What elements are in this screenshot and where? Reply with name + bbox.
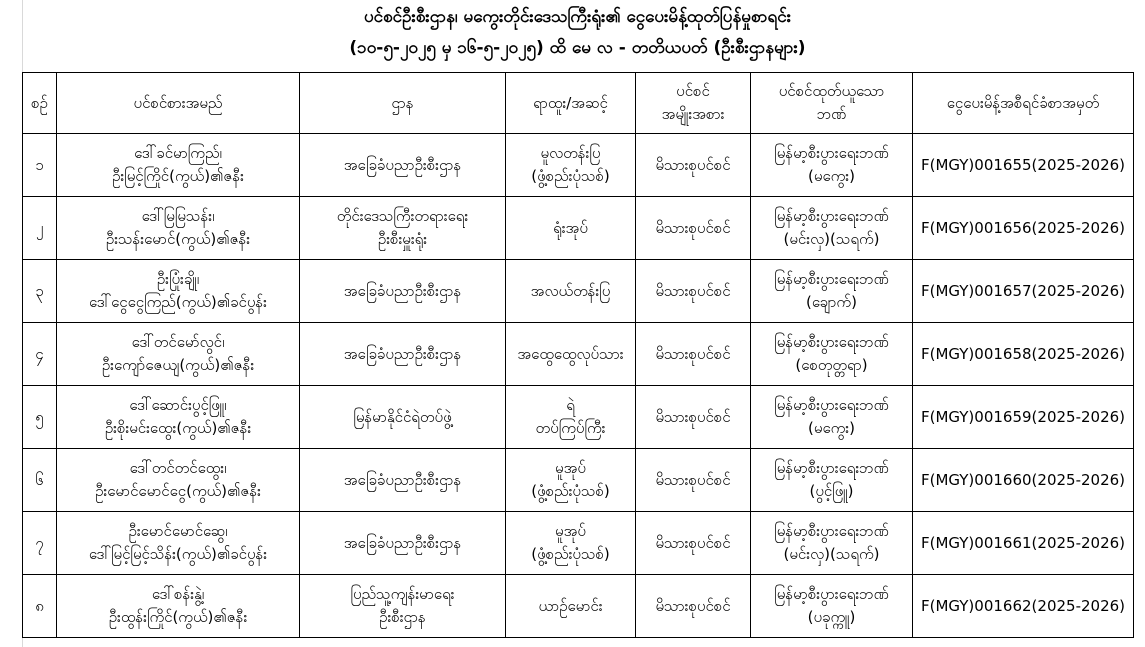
cell-text: မြန်မာ့စီးပွားရေးဘဏ် bbox=[774, 333, 889, 351]
cell-text: ဦးမောင်မောင်ဆွေ၊ bbox=[128, 522, 228, 540]
cell-text: ဦးပြုံးချို၊ bbox=[156, 270, 200, 288]
cell-text: မြန်မာ့စီးပွားရေးဘဏ် bbox=[774, 459, 889, 477]
cell-bank bbox=[751, 197, 913, 260]
cell-report-number bbox=[913, 512, 1134, 575]
cell-department bbox=[300, 449, 506, 512]
cell-pensioner-name bbox=[57, 134, 300, 197]
cell-department bbox=[300, 575, 506, 638]
cell-text: မိသားစုပင်စင် bbox=[655, 407, 731, 426]
cell-no bbox=[23, 449, 57, 512]
cell-text: မူအုပ် bbox=[555, 459, 586, 477]
cell-no bbox=[23, 575, 57, 638]
cell-department bbox=[300, 197, 506, 260]
header-text: ငွေပေးမိန့်အစီရင်ခံစာအမှတ် bbox=[946, 93, 1100, 112]
cell-pension-type bbox=[636, 134, 751, 197]
cell-pension-type bbox=[636, 323, 751, 386]
cell-no bbox=[23, 323, 57, 386]
cell-text: ၂ bbox=[35, 218, 44, 237]
cell-pension-type bbox=[636, 197, 751, 260]
cell-text: အခြေခံပညာဦးစီးဌာန bbox=[343, 533, 462, 552]
cell-no bbox=[23, 197, 57, 260]
cell-rank bbox=[506, 512, 636, 575]
cell-text: တိုင်းဒေသကြီးတရားရေး bbox=[336, 207, 469, 225]
header-department bbox=[300, 73, 506, 134]
cell-no bbox=[23, 260, 57, 323]
cell-department bbox=[300, 386, 506, 449]
cell-text: ဦးစိုးမင်းထွေး(ကွယ်)၏ဇနီး bbox=[104, 419, 252, 437]
cell-text: ၈ bbox=[35, 596, 44, 615]
cell-department bbox=[300, 512, 506, 575]
table-row bbox=[23, 323, 1134, 386]
cell-text: (မကွေး) bbox=[808, 167, 855, 185]
cell-text: မြန်မာ့စီးပွားရေးဘဏ် bbox=[774, 585, 889, 603]
cell-pension-type bbox=[636, 260, 751, 323]
cell-pensioner-name bbox=[57, 449, 300, 512]
cell-text: ရဲ bbox=[566, 396, 575, 414]
cell-text: မိသားစုပင်စင် bbox=[655, 344, 731, 363]
cell-rank bbox=[506, 386, 636, 449]
cell-bank bbox=[751, 512, 913, 575]
cell-rank bbox=[506, 323, 636, 386]
cell-department bbox=[300, 134, 506, 197]
cell-text: အခြေခံပညာဦးစီးဌာန bbox=[343, 281, 462, 300]
cell-text: ဦးကျော်ဇေယျ(ကွယ်)၏ဇနီး bbox=[101, 356, 255, 374]
cell-text: မူလတန်းပြ bbox=[540, 144, 601, 162]
cell-text: အခြေခံပညာဦးစီးဌာန bbox=[343, 344, 462, 363]
cell-text: မြန်မာ့စီးပွားရေးဘဏ် bbox=[774, 270, 889, 288]
cell-text: အခြေခံပညာဦးစီးဌာန bbox=[343, 470, 462, 489]
header-text: ပင်စင်ထုတ်ယူသော bbox=[778, 82, 885, 100]
cell-text: ၅ bbox=[35, 407, 44, 426]
cell-text: ပြည်သူ့ကျန်းမာရေး bbox=[350, 585, 455, 603]
cell-report-number bbox=[913, 449, 1134, 512]
cell-text: ဒေါ်စန်းနွဲ့၊ bbox=[151, 585, 205, 603]
cell-text: ဒေါ်မြင့်မြင့်သိန်း(ကွယ်)၏ခင်ပွန်း bbox=[88, 545, 268, 563]
cell-text: ဦးမောင်မောင်ငွေ(ကွယ်)၏ဇနီး bbox=[95, 482, 261, 500]
cell-text: ၆ bbox=[35, 470, 44, 489]
cell-text: (ဖွံ့စည်းပုံသစ်) bbox=[531, 482, 610, 500]
table-row bbox=[23, 575, 1134, 638]
cell-text: F(MGY)001656(2025-2026) bbox=[920, 218, 1126, 237]
cell-text: (မင်းလှ)(သရက်) bbox=[783, 545, 880, 563]
cell-text: (မင်းလှ)(သရက်) bbox=[783, 230, 880, 248]
cell-text: မြန်မာ့စီးပွားရေးဘဏ် bbox=[774, 396, 889, 414]
header-bank bbox=[751, 73, 913, 134]
cell-text: ၇ bbox=[35, 533, 44, 552]
cell-text: F(MGY)001662(2025-2026) bbox=[920, 596, 1126, 615]
cell-text: ဒေါ်ငွေငွေကြည်(ကွယ်)၏ခင်ပွန်း bbox=[89, 293, 267, 311]
cell-text: F(MGY)001658(2025-2026) bbox=[920, 344, 1126, 363]
cell-text: ၁ bbox=[35, 155, 44, 174]
cell-text: မိသားစုပင်စင် bbox=[655, 218, 731, 237]
cell-text: အခြေခံပညာဦးစီးဌာန bbox=[343, 155, 462, 174]
cell-text: ဦးစီးမှူးရုံး bbox=[377, 230, 428, 248]
header-text: ပင်စင်စားအမည် bbox=[133, 93, 223, 112]
cell-text: ဦးထွန်းကြိုင်(ကွယ်)၏ဇနီး bbox=[108, 608, 248, 626]
document-subtitle: (၁၀-၅-၂၀၂၅ မှ ၁၆-၅-၂၀၂၅) ထိ မေ လ - တတိယပတ် (ဦးစီးဌာနများ) bbox=[349, 38, 806, 58]
cell-no bbox=[23, 512, 57, 575]
header-rank bbox=[506, 73, 636, 134]
cell-text: F(MGY)001661(2025-2026) bbox=[920, 533, 1126, 552]
cell-text: အထွေထွေလုပ်သား bbox=[517, 344, 624, 363]
cell-text: မိသားစုပင်စင် bbox=[655, 281, 731, 300]
cell-pensioner-name bbox=[57, 575, 300, 638]
table-row bbox=[23, 260, 1134, 323]
cell-department bbox=[300, 323, 506, 386]
cell-pension-type bbox=[636, 449, 751, 512]
cell-text: ၄ bbox=[35, 344, 44, 363]
cell-text: (မကွေး) bbox=[808, 419, 855, 437]
header-text: အမျိုးအစား bbox=[661, 105, 725, 123]
cell-pension-type bbox=[636, 575, 751, 638]
cell-text: အလယ်တန်းပြ bbox=[530, 281, 611, 300]
cell-report-number bbox=[913, 323, 1134, 386]
cell-text: မူအုပ် bbox=[555, 522, 586, 540]
cell-text: ဒေါ်ဆောင်းပွင့်ဖြူ၊ bbox=[129, 396, 227, 414]
cell-text: ရုံးအုပ် bbox=[553, 218, 588, 237]
cell-no bbox=[23, 134, 57, 197]
cell-department bbox=[300, 260, 506, 323]
table-row bbox=[23, 512, 1134, 575]
cell-bank bbox=[751, 575, 913, 638]
cell-text: ဒေါ်ခင်မာကြည်၊ bbox=[134, 144, 222, 162]
cell-report-number bbox=[913, 134, 1134, 197]
cell-text: F(MGY)001657(2025-2026) bbox=[920, 281, 1126, 300]
cell-pensioner-name bbox=[57, 386, 300, 449]
table-row bbox=[23, 386, 1134, 449]
cell-rank bbox=[506, 575, 636, 638]
table-row bbox=[23, 134, 1134, 197]
cell-bank bbox=[751, 260, 913, 323]
cell-text: တပ်ကြပ်ကြီး bbox=[535, 419, 606, 437]
cell-text: မြန်မာ့စီးပွားရေးဘဏ် bbox=[774, 522, 889, 540]
cell-rank bbox=[506, 197, 636, 260]
document-title: ပင်စင်ဦးစီးဌာန၊ မကွေးတိုင်းဒေသကြီးရုံး၏ ငွေပေးမိန့်ထုတ်ပြန်မှုစာရင်း bbox=[363, 7, 792, 27]
cell-bank bbox=[751, 449, 913, 512]
cell-text: ဒေါ်မြမြသန်း၊ bbox=[141, 207, 215, 225]
cell-rank bbox=[506, 134, 636, 197]
header-text: ဌာန bbox=[391, 93, 414, 112]
cell-pensioner-name bbox=[57, 260, 300, 323]
cell-report-number bbox=[913, 575, 1134, 638]
pension-list-table bbox=[22, 72, 1134, 638]
cell-bank bbox=[751, 134, 913, 197]
header-text: ဘဏ် bbox=[816, 105, 847, 123]
cell-no bbox=[23, 386, 57, 449]
cell-text: (ချောက်) bbox=[806, 293, 857, 311]
cell-text: ဒေါ်တင်တင်ထွေး၊ bbox=[129, 459, 227, 477]
cell-text: ဦးစီးဌာန bbox=[379, 608, 426, 626]
cell-text: (စေတုတ္တရာ) bbox=[795, 356, 868, 374]
cell-text: (ဖွံ့စည်းပုံသစ်) bbox=[531, 167, 610, 185]
cell-text: ယာဉ်မောင်း bbox=[538, 596, 603, 615]
cell-pension-type bbox=[636, 512, 751, 575]
cell-text: မိသားစုပင်စင် bbox=[655, 596, 731, 615]
cell-report-number bbox=[913, 197, 1134, 260]
table-body bbox=[23, 134, 1134, 638]
cell-text: ဦးသန်းမောင်(ကွယ်)၏ဇနီး bbox=[105, 230, 251, 248]
cell-text: ဦးမြင့်ကြိုင်(ကွယ်)၏ဇနီး bbox=[112, 167, 244, 185]
header-text: ရာထူး/အဆင့် bbox=[533, 93, 608, 112]
cell-text: မိသားစုပင်စင် bbox=[655, 533, 731, 552]
cell-pensioner-name bbox=[57, 197, 300, 260]
cell-bank bbox=[751, 386, 913, 449]
cell-rank bbox=[506, 260, 636, 323]
table-row bbox=[23, 449, 1134, 512]
cell-text: မြန်မာ့စီးပွားရေးဘဏ် bbox=[774, 144, 889, 162]
header-pension-type bbox=[636, 73, 751, 134]
header-report-number bbox=[913, 73, 1134, 134]
header-text: စဉ် bbox=[31, 93, 48, 112]
header-no bbox=[23, 73, 57, 134]
cell-text: မိသားစုပင်စင် bbox=[655, 155, 731, 174]
cell-text: F(MGY)001660(2025-2026) bbox=[920, 470, 1126, 489]
cell-rank bbox=[506, 449, 636, 512]
header-pensioner-name bbox=[57, 73, 300, 134]
table-header-row bbox=[23, 73, 1134, 134]
cell-text: (ပွင့်ဖြူ) bbox=[809, 482, 854, 500]
cell-pensioner-name bbox=[57, 323, 300, 386]
cell-text: မြန်မာ့စီးပွားရေးဘဏ် bbox=[774, 207, 889, 225]
cell-report-number bbox=[913, 260, 1134, 323]
cell-text: မြန်မာနိုင်ငံရဲတပ်ဖွဲ့ bbox=[353, 407, 452, 426]
cell-text: (ပခုက္ကူ) bbox=[807, 608, 856, 626]
cell-report-number bbox=[913, 386, 1134, 449]
header-text: ပင်စင် bbox=[676, 82, 710, 100]
cell-pension-type bbox=[636, 386, 751, 449]
cell-text: ဒေါ်တင်မော်လွင်၊ bbox=[131, 333, 225, 351]
cell-text: ၃ bbox=[35, 281, 44, 300]
table-row bbox=[23, 197, 1134, 260]
cell-text: မိသားစုပင်စင် bbox=[655, 470, 731, 489]
cell-text: F(MGY)001659(2025-2026) bbox=[920, 407, 1126, 426]
cell-bank bbox=[751, 323, 913, 386]
cell-text: (ဖွံ့စည်းပုံသစ်) bbox=[531, 545, 610, 563]
cell-text: F(MGY)001655(2025-2026) bbox=[920, 155, 1126, 174]
cell-pensioner-name bbox=[57, 512, 300, 575]
